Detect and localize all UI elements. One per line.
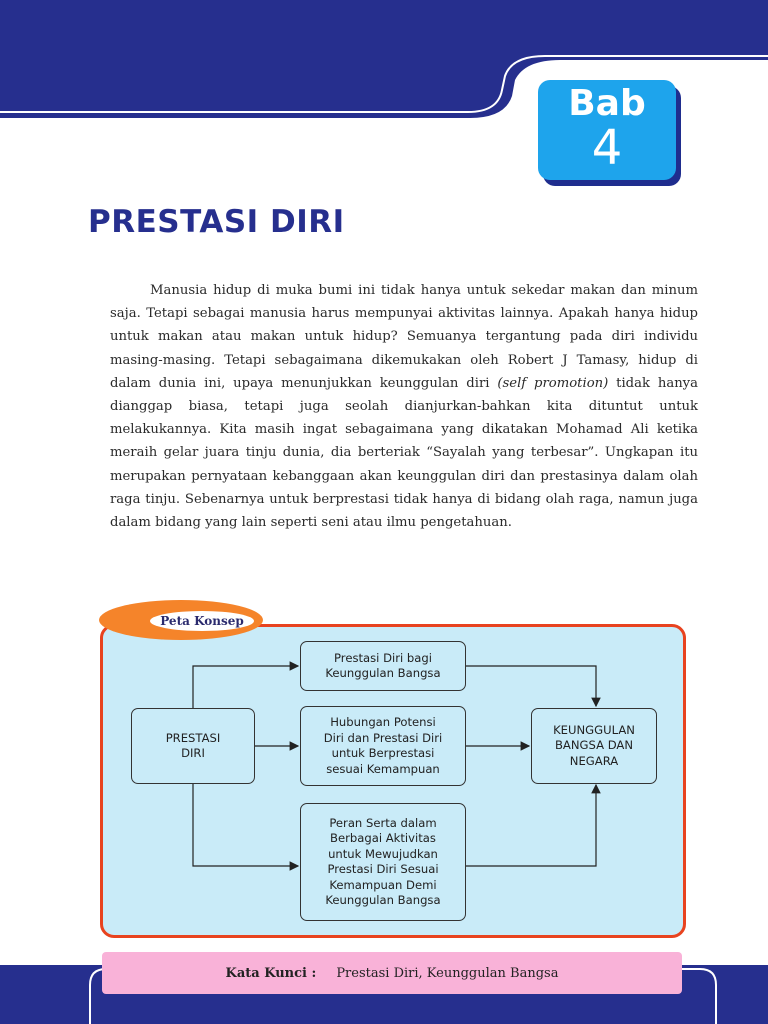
- page-title: PRESTASI DIRI: [88, 204, 345, 240]
- concept-node-root: [131, 708, 255, 784]
- intro-text-start: Manusia hidup di muka bumi ini tidak hanya untuk sekedar makan dan minum saja. Tetapi sebagai manusia harus mempunyai aktivitas lainnya. Apakah hanya hidup untuk makan atau makan untuk hidup? Semuanya tergantung pada diri individu masing-masing. Tetapi sebagaimana dikemukakan oleh Robert J Tamasy, hidup di dalam dunia ini, upaya menunjukkan keunggulan diri: [110, 283, 698, 391]
- chapter-number: 4: [591, 120, 623, 176]
- concept-node-middle: [300, 706, 466, 786]
- concept-node-root-label: PRESTASI DIRI: [165, 730, 221, 760]
- concept-node-bottom: [300, 803, 466, 921]
- chapter-word: Bab: [568, 83, 646, 124]
- keywords-value: Prestasi Diri, Keunggulan Bangsa: [336, 965, 559, 981]
- intro-paragraph: [110, 279, 698, 534]
- intro-text-end: tidak hanya dianggap biasa, tetapi juga seolah dianjurkan-bahkan kita dituntut untuk melakukannya. Kita masih ingat sebagaimana yang dikatakan Mohamad Ali ketika meraih gelar juara tinju dunia, dia berteriak “Sayalah yang terbesar”. Ungkapan itu merupakan pernyataan kebanggaan akan keunggulan diri dan prestasinya dalam olah raga tinju. Sebenarnya untuk berprestasi tidak hanya di bidang olah raga, namun juga dalam bidang yang lain seperti seni atau ilmu pengetahuan.: [110, 375, 698, 531]
- concept-node-result: [531, 708, 657, 784]
- keywords-label: Kata Kunci :: [225, 965, 317, 981]
- concept-node-top: [300, 641, 466, 691]
- concept-node-result-label: KEUNGGULAN BANGSA DAN NEGARA: [553, 722, 635, 768]
- chapter-badge: [538, 80, 676, 180]
- keywords-bar: [102, 952, 682, 994]
- concept-node-middle-label: Hubungan Potensi Diri dan Prestasi Diri untuk Berprestasi sesuai Kemampuan: [323, 715, 443, 776]
- concept-map-tab-label: Peta Konsep: [150, 611, 254, 631]
- intro-emphasis: (self promotion): [497, 375, 609, 391]
- concept-node-top-label: Prestasi Diri bagi Keunggulan Bangsa: [325, 650, 441, 680]
- concept-node-bottom-label: Peran Serta dalam Berbagai Aktivitas untuk Mewujudkan Prestasi Diri Sesuai Kemampuan Demi Keunggulan Bangsa: [325, 815, 441, 907]
